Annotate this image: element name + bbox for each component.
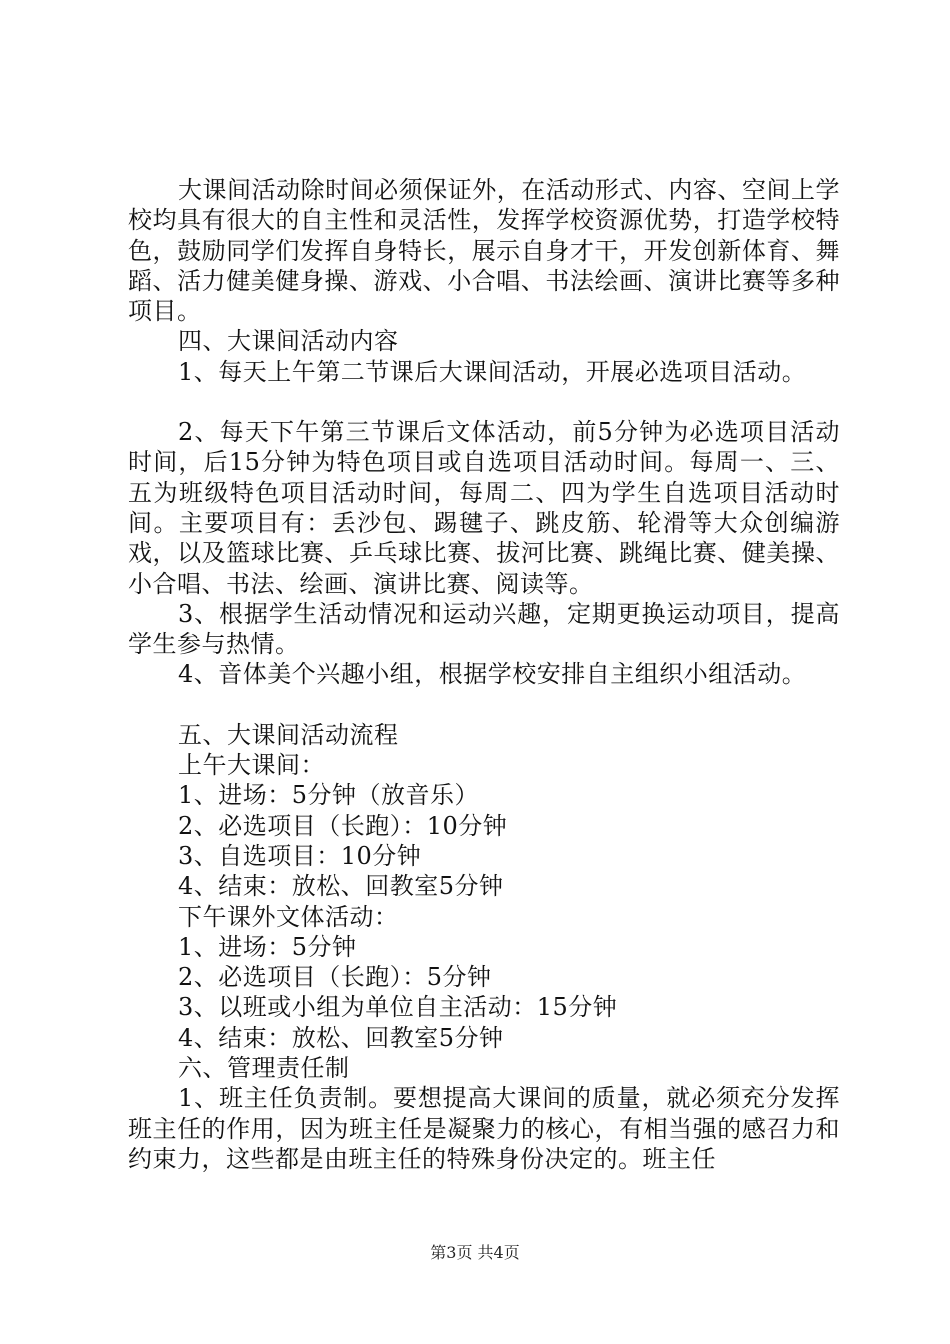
list-item: 3、以班或小组为单位自主活动：15分钟	[178, 993, 618, 1022]
paragraph-activity-intro: 大课间活动除时间必须保证外，在活动形式、内容、空间上学校均具有很大的自主性和灵活性，发挥学校资源优势，打造学校特色，鼓励同学们发挥自身特长，展示自身才干，开发创新体育、舞蹈、活力健美健身操、游戏、小合唱、书法绘画、演讲比赛等多种项目。	[128, 176, 840, 326]
list-item: 1、进场：5分钟	[178, 932, 357, 961]
subheading-afternoon-activity: 下午课外文体活动：	[178, 902, 399, 931]
list-item: 3、根据学生活动情况和运动兴趣，定期更换运动项目，提高学生参与热情。	[128, 599, 840, 659]
paragraph-class-teacher-responsibility: 1、班主任负责制。要想提高大课间的质量，就必须充分发挥班主任的作用，因为班主任是凝聚力的核心，有相当强的感召力和约束力，这些都是由班主任的特殊身份决定的。班主任	[128, 1084, 840, 1173]
list-item: 3、自选项目：10分钟	[178, 841, 422, 870]
list-item: 4、结束：放松、回教室5分钟	[178, 1023, 504, 1052]
section-heading-management: 六、管理责任制	[178, 1054, 350, 1083]
blank-line	[128, 387, 840, 417]
list-item: 2、必选项目（长跑）：10分钟	[178, 811, 508, 840]
list-item: 1、进场：5分钟（放音乐）	[178, 781, 480, 810]
list-item: 2、每天下午第三节课后文体活动，前5分钟为必选项目活动时间，后15分钟为特色项目或自选项目活动时间。每周一、三、五为班级特色项目活动时间，每周二、四为学生自选项目活动时间。主要项目有：丢沙包、踢毽子、跳皮筋、轮滑等大众创编游戏，以及篮球比赛、乒乓球比赛、拔河比赛、跳绳比赛、健美操、小合唱、书法、绘画、演讲比赛、阅读等。	[128, 418, 840, 598]
page-footer: 第3页 共4页	[430, 1243, 520, 1262]
section-heading-activity-process: 五、大课间活动流程	[178, 720, 399, 749]
subheading-morning-break: 上午大课间：	[178, 751, 325, 780]
list-item: 4、音体美个兴趣小组，根据学校安排自主组织小组活动。	[178, 660, 807, 689]
list-item: 4、结束：放松、回教室5分钟	[178, 872, 504, 901]
section-heading-activity-content: 四、大课间活动内容	[178, 327, 399, 356]
document-body	[128, 175, 840, 1174]
list-item: 2、必选项目（长跑）：5分钟	[178, 963, 492, 992]
blank-line	[128, 690, 840, 720]
list-item: 1、每天上午第二节课后大课间活动，开展必选项目活动。	[178, 357, 807, 386]
